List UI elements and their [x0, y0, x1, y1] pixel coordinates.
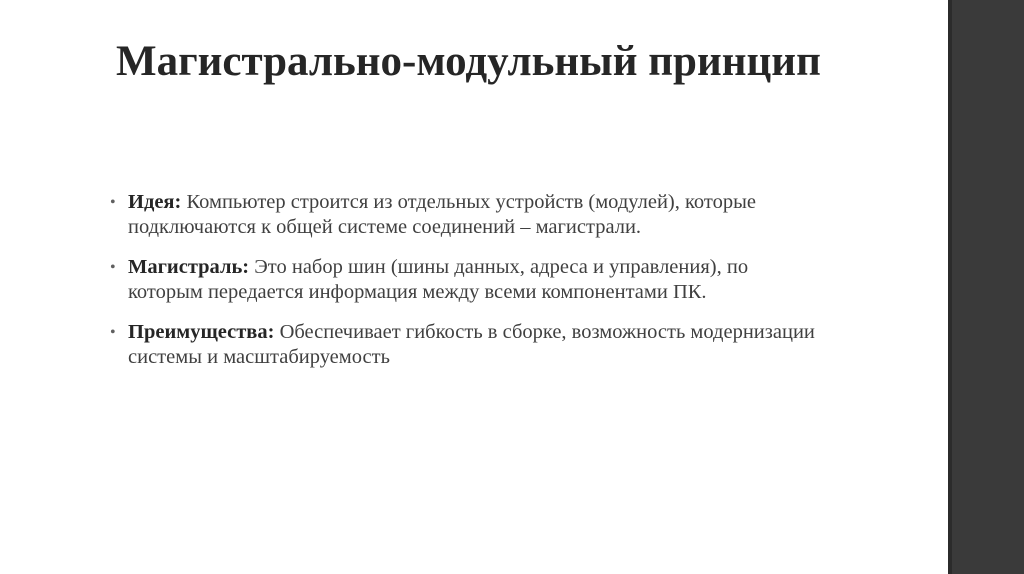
bullet-label: Магистраль:	[128, 256, 250, 278]
bullet-dot-icon: •	[110, 324, 116, 341]
bullet-advantages	[106, 320, 826, 370]
bullet-label: Идея:	[128, 191, 182, 213]
bullet-label: Преимущества:	[128, 321, 275, 343]
bullet-text: Обеспечивает гибкость в сборке, возможность модернизации системы и масштабируемость	[128, 321, 815, 368]
slide-title: Магистрально-модульный принцип	[116, 38, 821, 85]
bullet-text: Компьютер строится из отдельных устройств (модулей), которые подключаются к общей системе соединений – магистрали.	[128, 191, 756, 238]
bullet-list	[106, 190, 826, 385]
bullet-dot-icon: •	[110, 194, 116, 211]
sidebar-edge	[948, 0, 952, 574]
bullet-dot-icon: •	[110, 259, 116, 276]
bullet-bus	[106, 255, 826, 305]
bullet-text: Это набор шин (шины данных, адреса и управления), по которым передается информация между всеми компонентами ПК.	[128, 256, 749, 303]
right-sidebar-panel	[948, 0, 1024, 574]
bullet-idea	[106, 190, 826, 240]
